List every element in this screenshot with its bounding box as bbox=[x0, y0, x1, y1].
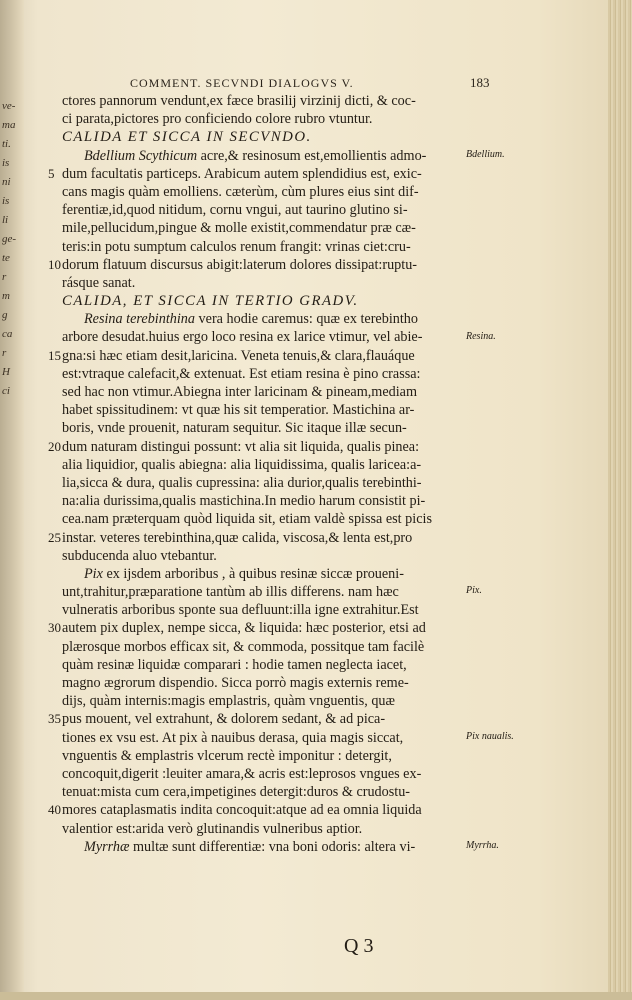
text-line bbox=[62, 656, 462, 674]
line-text: gna:si hæc etiam desit,laricina. Veneta tenuis,& clara,flauáque bbox=[62, 347, 415, 364]
section-heading bbox=[62, 292, 462, 310]
text-line bbox=[62, 729, 462, 747]
lemma: Pix bbox=[84, 565, 103, 582]
text-line bbox=[62, 583, 462, 601]
line-number: 15 bbox=[48, 347, 61, 363]
line-text: acre,& resinosum est,emollientis admo- bbox=[197, 147, 427, 164]
line-text: mile,pellucidum,pingue & molle existit,commendatur præ cæ- bbox=[62, 220, 416, 237]
line-text: dorum flatuum discursus abigit:laterum dolores dissipat:ruptu- bbox=[62, 256, 418, 273]
line-text: habet spissitudinem: vt quæ his sit temperatior. Mastichina ar- bbox=[62, 402, 415, 419]
line-text: quàm resinæ liquidæ comparari : hodie tamen neglecta iacet, bbox=[62, 656, 407, 673]
line-number: 35 bbox=[48, 711, 61, 727]
gutter-fragment: ci bbox=[2, 385, 10, 397]
text-line bbox=[62, 274, 462, 292]
line-text: cea.nam præterquam quòd liquida sit, etiam valdè spissa est picis bbox=[62, 511, 432, 528]
text-line bbox=[62, 601, 462, 619]
gutter-fragment: is bbox=[2, 157, 10, 169]
gutter-fragment: ni bbox=[2, 176, 11, 188]
line-text: multæ sunt differentiæ: vna boni odoris: altera vi- bbox=[129, 838, 416, 855]
text-line bbox=[62, 638, 462, 656]
text-line bbox=[62, 547, 462, 565]
line-number: 25 bbox=[48, 529, 61, 545]
text-line bbox=[62, 474, 462, 492]
line-number: 5 bbox=[48, 165, 55, 181]
line-text: dum naturam distingui possunt: vt alia sit liquida, qualis pinea: bbox=[62, 438, 420, 455]
margin-note: Bdellium. bbox=[466, 148, 505, 160]
fore-edge bbox=[608, 0, 632, 1000]
text-line bbox=[62, 565, 462, 583]
signature-mark: Q 3 bbox=[344, 935, 374, 957]
gutter-fragment: H bbox=[2, 366, 10, 378]
text-line bbox=[62, 674, 462, 692]
lemma: Resina terebinthina bbox=[84, 311, 195, 328]
text-line bbox=[62, 456, 462, 474]
line-text: alia liquidior, qualis abiegna: alia liquidissima, qualis laricea:a- bbox=[62, 456, 422, 473]
running-head: COMMENT. SECVNDI DIALOGVS V. bbox=[130, 76, 354, 90]
text-line bbox=[62, 765, 462, 783]
line-text: cans magis quàm emolliens. cæterùm, cùm plures eius sint dif- bbox=[62, 183, 419, 200]
line-number: 10 bbox=[48, 256, 61, 272]
text-line bbox=[48, 710, 462, 728]
gutter-fragment: r bbox=[2, 347, 7, 359]
margin-note: Myrrha. bbox=[466, 840, 499, 852]
text-line bbox=[48, 438, 462, 456]
text-line bbox=[62, 219, 462, 237]
gutter-fragment: te bbox=[2, 252, 10, 264]
gutter-fragment: li bbox=[2, 214, 9, 226]
text-line bbox=[62, 783, 462, 801]
text-line bbox=[48, 347, 462, 365]
line-text: autem pix duplex, nempe sicca, & liquida: hæc posterior, etsi ad bbox=[62, 620, 426, 637]
gutter-fragment: g bbox=[2, 309, 8, 321]
text-line bbox=[48, 529, 462, 547]
section-heading bbox=[62, 128, 462, 146]
folio-number: 183 bbox=[470, 75, 490, 90]
gutter-fragment: r bbox=[2, 271, 7, 283]
lemma: Myrrhæ bbox=[84, 838, 130, 855]
gutter-fragment: m bbox=[2, 290, 10, 302]
body-text bbox=[48, 92, 462, 856]
line-text: vulneratis arboribus sponte sua defluunt:illa igne extrahitur.Est bbox=[62, 602, 419, 619]
binding-gutter bbox=[0, 0, 24, 1000]
line-text: mores cataplasmatis indita concoquit:atque ad ea omnia liquida bbox=[62, 802, 422, 819]
line-number: 20 bbox=[48, 438, 61, 454]
line-text: ferentiæ,id,quod nitidum, cornu vngui, aut taurino glutino si- bbox=[62, 202, 408, 219]
line-text: valentior est:arida verò glutinandis vulneribus aptior. bbox=[62, 820, 363, 837]
line-text: ci parata,pictores pro conficiendo colore rubro vtuntur. bbox=[62, 111, 373, 128]
margin-note: Pix. bbox=[466, 585, 482, 597]
gutter-fragment: ca bbox=[2, 328, 13, 340]
text-line bbox=[62, 310, 462, 328]
text-line bbox=[62, 692, 462, 710]
line-text: vnguentis & emplastris vlcerum rectè imponitur : detergit, bbox=[62, 747, 392, 764]
text-line bbox=[62, 383, 462, 401]
text-line bbox=[62, 820, 462, 838]
line-text: dijs, quàm internis:magis emplastris, quàm vnguentis, quæ bbox=[62, 693, 395, 710]
text-line bbox=[48, 165, 462, 183]
line-text: magno ægrorum dispendio. Sicca porrò magis externis reme- bbox=[62, 675, 409, 691]
text-line bbox=[62, 110, 462, 128]
text-line bbox=[62, 492, 462, 510]
margin-note: Pix naualis. bbox=[466, 731, 514, 742]
line-text: teris:in potu sumptum calculos renum frangit: vrinas ciet:cru- bbox=[62, 238, 411, 255]
line-text: rásque sanat. bbox=[62, 274, 136, 291]
text-line bbox=[48, 801, 462, 819]
line-text: arbore desudat.huius ergo loco resina ex larice vtimur, vel abie- bbox=[62, 329, 423, 346]
line-text: na:alia durissima,qualis mastichina.In medio harum consistit pi- bbox=[62, 493, 426, 510]
line-text: pus mouent, vel extrahunt, & dolorem sedant, & ad pica- bbox=[62, 711, 386, 728]
text-line bbox=[62, 365, 462, 383]
line-number: 40 bbox=[48, 802, 61, 818]
gutter-fragment: ve- bbox=[2, 100, 16, 112]
line-text: tenuat:mista cum cera,impetigines detergit:duros & crudostu- bbox=[62, 784, 411, 801]
text-line bbox=[62, 183, 462, 201]
line-text: sed hac non vtimur.Abiegna inter laricinam & pineam,mediam bbox=[62, 384, 417, 400]
line-text: ctores pannorum vendunt,ex fæce brasilij virzinij dicti, & coc- bbox=[62, 93, 416, 109]
line-text: CALIDA ET SICCA IN SECVNDO. bbox=[62, 129, 312, 146]
line-text: vera hodie caremus: quæ ex terebintho bbox=[195, 311, 418, 328]
line-text: tiones ex vsu est. At pix à nauibus derasa, quia magis siccat, bbox=[62, 729, 404, 746]
text-line bbox=[62, 401, 462, 419]
text-line bbox=[62, 147, 462, 165]
line-text: ex ijsdem arboribus , à quibus resinæ siccæ proueni- bbox=[102, 565, 404, 582]
gutter-fragment: is bbox=[2, 195, 10, 207]
margin-note: Resina. bbox=[466, 330, 496, 342]
line-number: 30 bbox=[48, 620, 61, 636]
text-line bbox=[62, 419, 462, 437]
text-line bbox=[62, 510, 462, 528]
line-text: unt,trahitur,præparatione tantùm ab illis differens. nam hæc bbox=[62, 584, 399, 601]
text-line bbox=[62, 328, 462, 346]
bottom-edge bbox=[0, 992, 632, 1000]
line-text: est:vtraque calefacit,& extenuat. Est etiam resina è pino crassa: bbox=[62, 365, 421, 382]
text-line bbox=[62, 92, 462, 110]
line-text: boris, vnde prouenit, naturam sequitur. Sic itaque illæ secun- bbox=[62, 420, 407, 437]
text-line bbox=[62, 747, 462, 765]
lemma: Bdellium Scythicum bbox=[84, 147, 198, 164]
line-text: CALIDA, ET SICCA IN TERTIO GRADV. bbox=[62, 293, 359, 310]
text-line bbox=[62, 838, 462, 856]
gutter-fragment: ma bbox=[2, 119, 16, 131]
line-text: concoquit,digerit :leuiter amara,& acris est:leprosos vngues ex- bbox=[62, 765, 422, 782]
text-line bbox=[62, 201, 462, 219]
gutter-fragment: ge- bbox=[2, 233, 17, 245]
line-text: dum facultatis particeps. Arabicum autem splendidius est, exic- bbox=[62, 165, 422, 182]
text-line bbox=[48, 619, 462, 637]
line-text: instar. veteres terebinthina,quæ calida, viscosa,& lenta est,pro bbox=[62, 529, 413, 546]
text-line bbox=[62, 238, 462, 256]
line-text: lia,sicca & dura, qualis cupressina: alia durior,qualis terebinthi- bbox=[62, 474, 422, 491]
line-text: subducenda aluo vtebantur. bbox=[62, 547, 217, 564]
gutter-fragment: ti. bbox=[2, 138, 11, 150]
line-text: plærosque morbos efficax sit, & commoda, possitque tam facilè bbox=[62, 638, 425, 655]
text-line bbox=[48, 256, 462, 274]
